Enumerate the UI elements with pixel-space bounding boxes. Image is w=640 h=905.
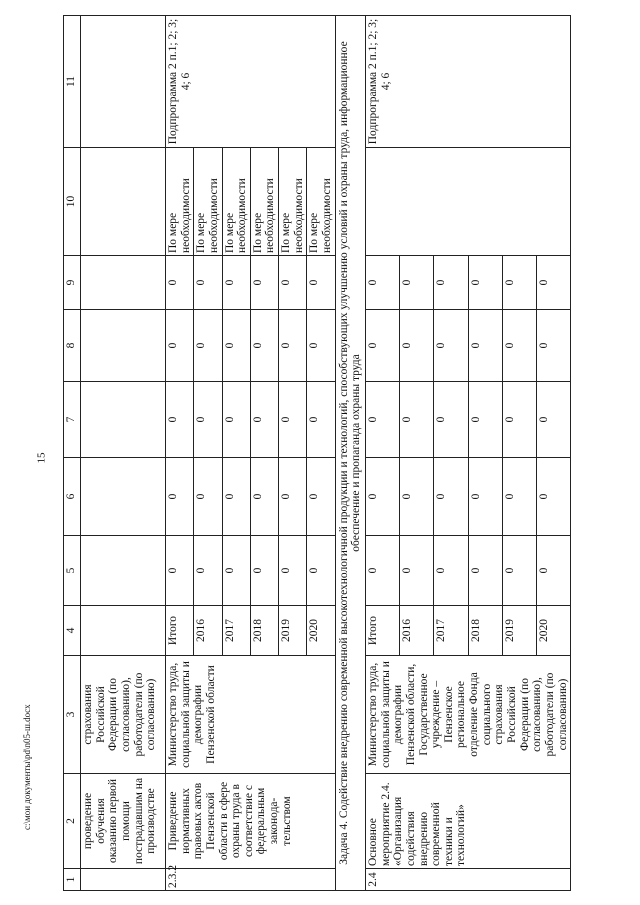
col-header: 8 <box>64 310 81 382</box>
value-cell: 0 <box>434 536 468 606</box>
year-cell: 2016 <box>194 606 222 656</box>
value-cell: 0 <box>250 458 278 536</box>
value-cell: 0 <box>365 536 399 606</box>
col-header: 9 <box>64 256 81 310</box>
value-cell: 0 <box>468 458 502 536</box>
program-table-container <box>63 16 623 891</box>
rotated-page <box>63 16 640 888</box>
value-cell: 0 <box>536 536 570 606</box>
executor-text: Министерство труда, социальной защиты и демографии Пензенской области <box>166 656 336 774</box>
value-cell: 0 <box>166 458 194 536</box>
row-number: 2.3.2 <box>166 869 336 891</box>
term-cell: По мере необходимости <box>166 148 194 256</box>
value-cell: 0 <box>502 382 536 458</box>
col-header: 10 <box>64 148 81 256</box>
value-cell: 0 <box>400 458 434 536</box>
value-cell: 0 <box>166 310 194 382</box>
value-cell: 0 <box>365 310 399 382</box>
value-cell: 0 <box>194 256 222 310</box>
term-cell: По мере необходимости <box>222 148 250 256</box>
value-cell: 0 <box>250 536 278 606</box>
value-cell: 0 <box>536 382 570 458</box>
value-cell: 0 <box>307 382 335 458</box>
value-cell: 0 <box>468 382 502 458</box>
term-cell: По мере необходимости <box>279 148 307 256</box>
col-header: 1 <box>64 869 81 891</box>
value-cell: 0 <box>279 382 307 458</box>
value-cell: 0 <box>250 310 278 382</box>
value-cell: 0 <box>434 310 468 382</box>
col-header: 6 <box>64 458 81 536</box>
value-cell: 0 <box>194 310 222 382</box>
value-cell: 0 <box>434 382 468 458</box>
measure-text: Приведение нормативных правовых актов Пензенской области в сфере охраны труда в соответствие с федеральным законода-тельством <box>166 774 336 869</box>
value-cell: 0 <box>279 310 307 382</box>
col-header: 11 <box>64 16 81 148</box>
value-cell: 0 <box>307 458 335 536</box>
program-cell: Подпрограмма 2 п.1; 2; 3; 4; 6 <box>166 16 336 148</box>
year-cell: 2019 <box>502 606 536 656</box>
year-cell: 2017 <box>434 606 468 656</box>
value-cell: 0 <box>222 382 250 458</box>
value-cell: 0 <box>400 382 434 458</box>
value-cell: 0 <box>400 536 434 606</box>
value-cell: 0 <box>166 256 194 310</box>
value-cell: 0 <box>365 256 399 310</box>
value-cell: 0 <box>536 458 570 536</box>
value-cell: 0 <box>536 256 570 310</box>
value-cell: 0 <box>279 536 307 606</box>
year-cell: 2016 <box>400 606 434 656</box>
year-cell: 2018 <box>468 606 502 656</box>
term-cell: По мере необходимости <box>307 148 335 256</box>
value-cell: 0 <box>222 458 250 536</box>
year-cell: Итого <box>365 606 399 656</box>
value-cell: 0 <box>307 536 335 606</box>
value-cell: 0 <box>400 256 434 310</box>
value-cell: 0 <box>279 458 307 536</box>
year-cell: 2020 <box>536 606 570 656</box>
value-cell: 0 <box>166 382 194 458</box>
value-cell: 0 <box>502 536 536 606</box>
col-header: 7 <box>64 382 81 458</box>
program-table <box>63 15 571 891</box>
term-cell: По мере необходимости <box>250 148 278 256</box>
value-cell: 0 <box>250 256 278 310</box>
value-cell: 0 <box>434 458 468 536</box>
header-row <box>64 16 81 891</box>
executor-text: Министерство труда, социальной защиты и демографии Пензенской области, Государственное учреждение – Пензенское региональное отделение Фонда социального страхования Российской Федерации (по согласованию), работодатели (по согласованию) <box>365 656 570 774</box>
value-cell: 0 <box>502 458 536 536</box>
value-cell: 0 <box>468 310 502 382</box>
value-cell: 0 <box>222 310 250 382</box>
value-cell: 0 <box>468 536 502 606</box>
year-cell: 2019 <box>279 606 307 656</box>
col-header: 3 <box>64 656 81 774</box>
footer-file-path: c:\мои документы\pd\n05-ш.docx <box>22 704 32 830</box>
year-cell: 2018 <box>250 606 278 656</box>
measure-text: проведение обучения оказанию первой помощи пострадавшим на производстве <box>81 774 166 869</box>
value-cell: 0 <box>400 310 434 382</box>
table-row-continued <box>81 16 166 891</box>
year-cell: 2017 <box>222 606 250 656</box>
value-cell: 0 <box>279 256 307 310</box>
value-cell: 0 <box>222 536 250 606</box>
value-cell: 0 <box>365 458 399 536</box>
measure-text: Основное мероприятие 2.4. «Организация содействия внедрению современной техники и технологий» <box>365 774 570 869</box>
year-cell: Итого <box>166 606 194 656</box>
row-number: 2.4 <box>365 869 570 891</box>
value-cell: 0 <box>194 536 222 606</box>
value-cell: 0 <box>536 310 570 382</box>
page-number: 15 <box>35 452 48 464</box>
value-cell: 0 <box>250 382 278 458</box>
table-row <box>166 16 194 891</box>
value-cell: 0 <box>194 458 222 536</box>
col-header: 5 <box>64 536 81 606</box>
task-heading-row <box>335 16 365 891</box>
program-cell: Подпрограмма 2 п.1; 2; 3; 4; 6 <box>365 16 570 148</box>
value-cell: 0 <box>502 310 536 382</box>
value-cell: 0 <box>468 256 502 310</box>
value-cell: 0 <box>166 536 194 606</box>
value-cell: 0 <box>502 256 536 310</box>
value-cell: 0 <box>434 256 468 310</box>
col-header: 2 <box>64 774 81 869</box>
term-cell: По мере необходимости <box>194 148 222 256</box>
executor-text: страхования Российской Федерации (по согласованию), работодатели (по согласованию) <box>81 656 166 774</box>
value-cell: 0 <box>194 382 222 458</box>
value-cell: 0 <box>307 256 335 310</box>
col-header: 4 <box>64 606 81 656</box>
year-cell: 2020 <box>307 606 335 656</box>
value-cell: 0 <box>365 382 399 458</box>
table-row <box>365 16 399 891</box>
value-cell: 0 <box>307 310 335 382</box>
task-heading: Задача 4. Содействие внедрению современной высокотехнологичной продукции и технологий, способствующих улучшению условий и охраны труда, информационное обеспечение и пропаганда охраны труда <box>335 16 365 891</box>
value-cell: 0 <box>222 256 250 310</box>
